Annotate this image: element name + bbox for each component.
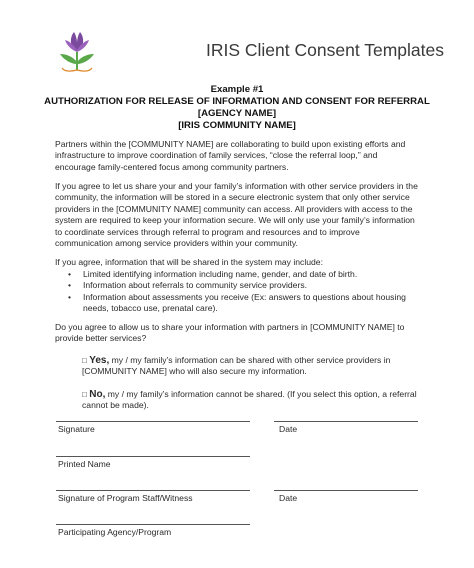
list-item-text: Information about assessments you receive (Ex: answers to questions about housing — [83, 291, 406, 302]
staff-signature-label: Signature of Program Staff/Witness — [58, 493, 193, 503]
text-line: If you agree to let us share your and your family’s information with other service providers in the — [55, 181, 418, 191]
document-title: IRIS Client Consent Templates — [206, 40, 444, 60]
example-number: Example #1 — [210, 84, 264, 95]
text-line: If you agree, information that will be shared in the system may include: — [55, 257, 323, 267]
staff-date-line[interactable] — [274, 490, 418, 491]
text-line: provide better services? — [55, 333, 147, 344]
consent-no-option[interactable] — [82, 389, 427, 412]
signature-line[interactable] — [56, 421, 250, 422]
text-line: to coordinate services through referral to program and resources and to improve — [55, 226, 360, 237]
staff-date-label: Date — [279, 493, 298, 503]
printed-name-label: Printed Name — [58, 459, 111, 469]
no-text-continued: cannot be made). — [82, 400, 149, 411]
date-line[interactable] — [274, 421, 418, 422]
staff-signature-line[interactable] — [56, 490, 250, 491]
printed-name-line[interactable] — [56, 456, 250, 457]
yes-label: Yes, — [89, 355, 110, 366]
bullet-icon: • — [68, 269, 72, 279]
agency-label: Participating Agency/Program — [58, 527, 172, 537]
yes-text: my / my family’s information can be shared with other service providers in — [109, 355, 391, 365]
text-line: Partners within the [COMMUNITY NAME] are collaborating to build upon existing efforts and — [55, 139, 406, 149]
list-item — [65, 269, 425, 280]
signature-label: Signature — [58, 424, 95, 434]
text-line: encourage family-centered focus among community partners. — [55, 161, 289, 172]
text-line: communication among service providers within your community. — [55, 238, 298, 249]
text-line: infrastructure to improve coordination of family services, “close the referral loop,” and — [55, 150, 378, 161]
text-line: providers in the [COMMUNITY NAME] community can access. All providers with access to the — [55, 203, 413, 214]
list-item-text: Information about referrals to community service providers. — [83, 280, 308, 291]
yes-checkbox[interactable]: □ — [82, 356, 87, 365]
yes-text-continued: [COMMUNITY NAME] who will also secure my information. — [82, 366, 307, 377]
date-label: Date — [279, 424, 298, 434]
list-item — [65, 292, 425, 315]
bullet-icon: • — [68, 291, 72, 302]
no-text: my / my family’s information cannot be shared. (If you select this option, a referral — [105, 389, 417, 399]
text-line: system are required to keep your information secure. We will only use your family’s information — [55, 215, 415, 226]
community-name: [IRIS COMMUNITY NAME] — [178, 120, 296, 131]
bullet-icon: • — [68, 280, 72, 291]
list-item — [65, 280, 425, 291]
text-line: Do you agree to allow us to share your information with partners in [COMMUNITY NAME] to — [55, 322, 405, 332]
shared-info-intro — [55, 257, 430, 268]
shared-info-list — [65, 269, 425, 315]
intro-paragraph — [55, 139, 430, 173]
agency-line[interactable] — [56, 524, 250, 525]
consent-yes-option[interactable] — [82, 355, 427, 378]
text-line: community, the information will be stored in a secure electronic system that only other service — [55, 192, 410, 203]
list-item-text: needs, tobacco use, prenatal care). — [83, 303, 218, 314]
consent-question — [55, 322, 430, 345]
no-label: No, — [89, 389, 106, 400]
form-heading — [0, 84, 474, 132]
sharing-paragraph — [55, 181, 430, 249]
no-checkbox[interactable]: □ — [82, 390, 87, 399]
iris-flower-icon — [50, 26, 104, 74]
form-title: AUTHORIZATION FOR RELEASE OF INFORMATION AND CONSENT FOR REFERRAL — [44, 96, 430, 107]
agency-name: [AGENCY NAME] — [197, 108, 277, 119]
list-item-text: Limited identifying information including name, gender, and date of birth. — [83, 269, 358, 279]
